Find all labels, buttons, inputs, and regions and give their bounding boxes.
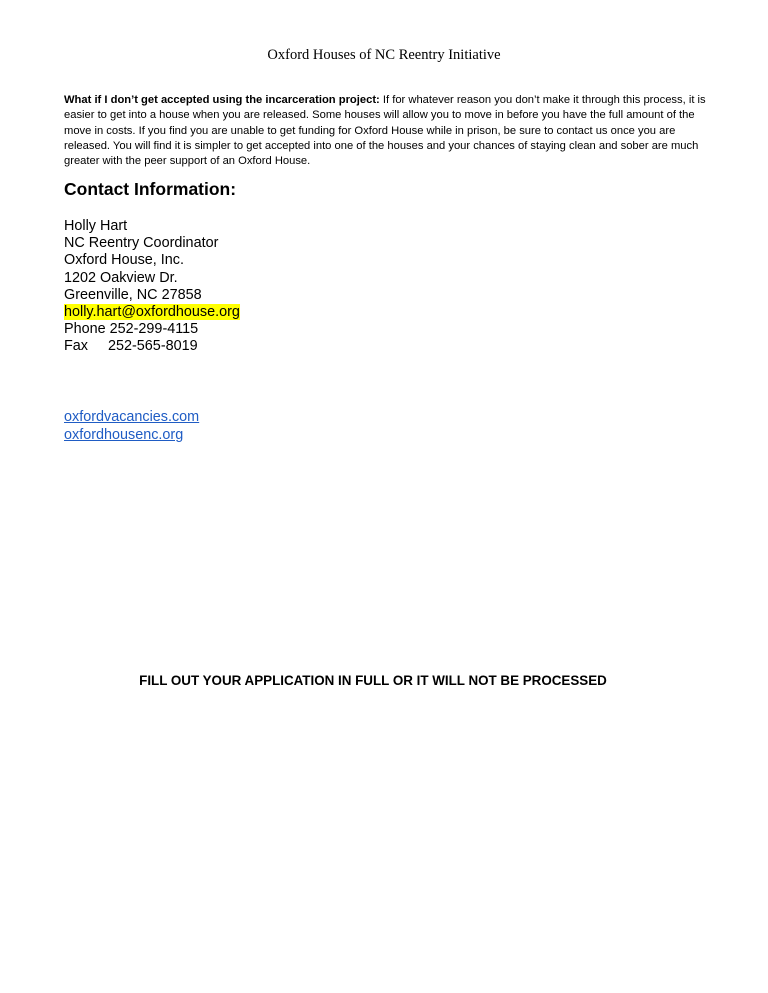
contact-role: NC Reentry Coordinator: [64, 235, 219, 252]
phone-number: 252-299-4115: [109, 321, 199, 338]
contact-name: Holly Hart: [64, 218, 128, 234]
link-oxfordhousenc[interactable]: oxfordhousenc.org: [64, 427, 184, 443]
phone-label: Phone: [64, 321, 106, 338]
contact-block: [64, 218, 240, 356]
faq-paragraph: [64, 93, 714, 169]
contact-street: 1202 Oakview Dr.: [64, 269, 178, 286]
contact-phone-line: [64, 321, 240, 338]
contact-email-line: [64, 304, 240, 321]
contact-organization: Oxford House, Inc.: [64, 252, 184, 269]
contact-city: Greenville, NC 27858: [64, 286, 202, 303]
faq-answer: If for whatever reason you don’t make it through this process, it is easier to get into a house when you are released. Some houses will allow you to move in before you have the full amount of the move in costs. If you find you are unable to get funding for Oxford House while in prison, be sure to contact us once you are released. You will find it is simpler to get accepted into one of the houses and your chances of staying clean and sober are much greater with the peer support of an Oxford House.: [64, 94, 706, 168]
fax-label: Fax: [64, 338, 88, 355]
link-oxfordvacancies[interactable]: oxfordvacancies.com: [64, 409, 200, 425]
contact-email-link[interactable]: holly.hart@oxfordhouse.org: [64, 304, 240, 321]
fax-number: 252-565-8019: [108, 338, 198, 355]
application-notice: FILL OUT YOUR APPLICATION IN FULL OR IT WILL NOT BE PROCESSED: [139, 673, 607, 688]
page-header: Oxford Houses of NC Reentry Initiative: [267, 47, 501, 63]
contact-fax-line: [64, 338, 240, 355]
links-block: [64, 408, 199, 444]
faq-question: What if I don’t get accepted using the incarceration project:: [64, 94, 380, 106]
contact-heading: Contact Information:: [64, 179, 237, 199]
